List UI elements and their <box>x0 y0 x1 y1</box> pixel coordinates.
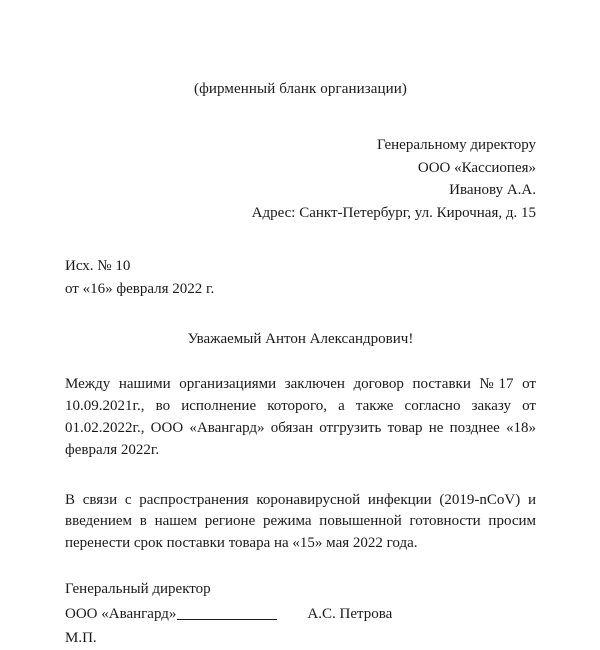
addressee-line-position: Генеральному директору <box>376 136 536 153</box>
salutation: Уважаемый Антон Александрович! <box>187 330 414 347</box>
signatory-name: А.С. Петрова <box>307 605 393 622</box>
outgoing-number: Исх. № 10 <box>65 257 131 274</box>
seal-mark: М.П. <box>65 629 97 646</box>
signatory-position: Генеральный директор <box>65 581 211 598</box>
signature-block <box>65 577 536 650</box>
addressee-line-company: ООО «Кассиопея» <box>417 159 536 176</box>
body-paragraph-request: В связи с распространения коронавирусной инфекции (2019-nCoV) и введением в нашем регионе режима повышенной готовности просим перенести срок поставки товара на «15» мая 2022 года. <box>65 491 536 552</box>
addressee-line-address: Адрес: Санкт-Петербург, ул. Кирочная, д. 15 <box>251 205 536 222</box>
body-paragraph-contract: Между нашими организациями заключен договор поставки №17 от 10.09.2021г., во исполнение которого, а также согласно заказу от 01.02.2022г., ООО «Авангард» обязан отгрузить товар не позднее «18» февраля 2022г. <box>65 376 536 458</box>
letterhead-placeholder: (фирменный бланк организации) <box>194 81 407 97</box>
signatory-company: ООО «Авангард» <box>65 605 177 622</box>
addressee-line-name: Иванову А.А. <box>449 182 536 199</box>
signature-rule <box>177 619 277 620</box>
signature-row <box>65 602 536 626</box>
document-body <box>65 0 536 650</box>
addressee-block <box>65 134 536 225</box>
reference-block <box>65 255 536 301</box>
document-date: от «16» февраля 2022 г. <box>65 280 215 297</box>
